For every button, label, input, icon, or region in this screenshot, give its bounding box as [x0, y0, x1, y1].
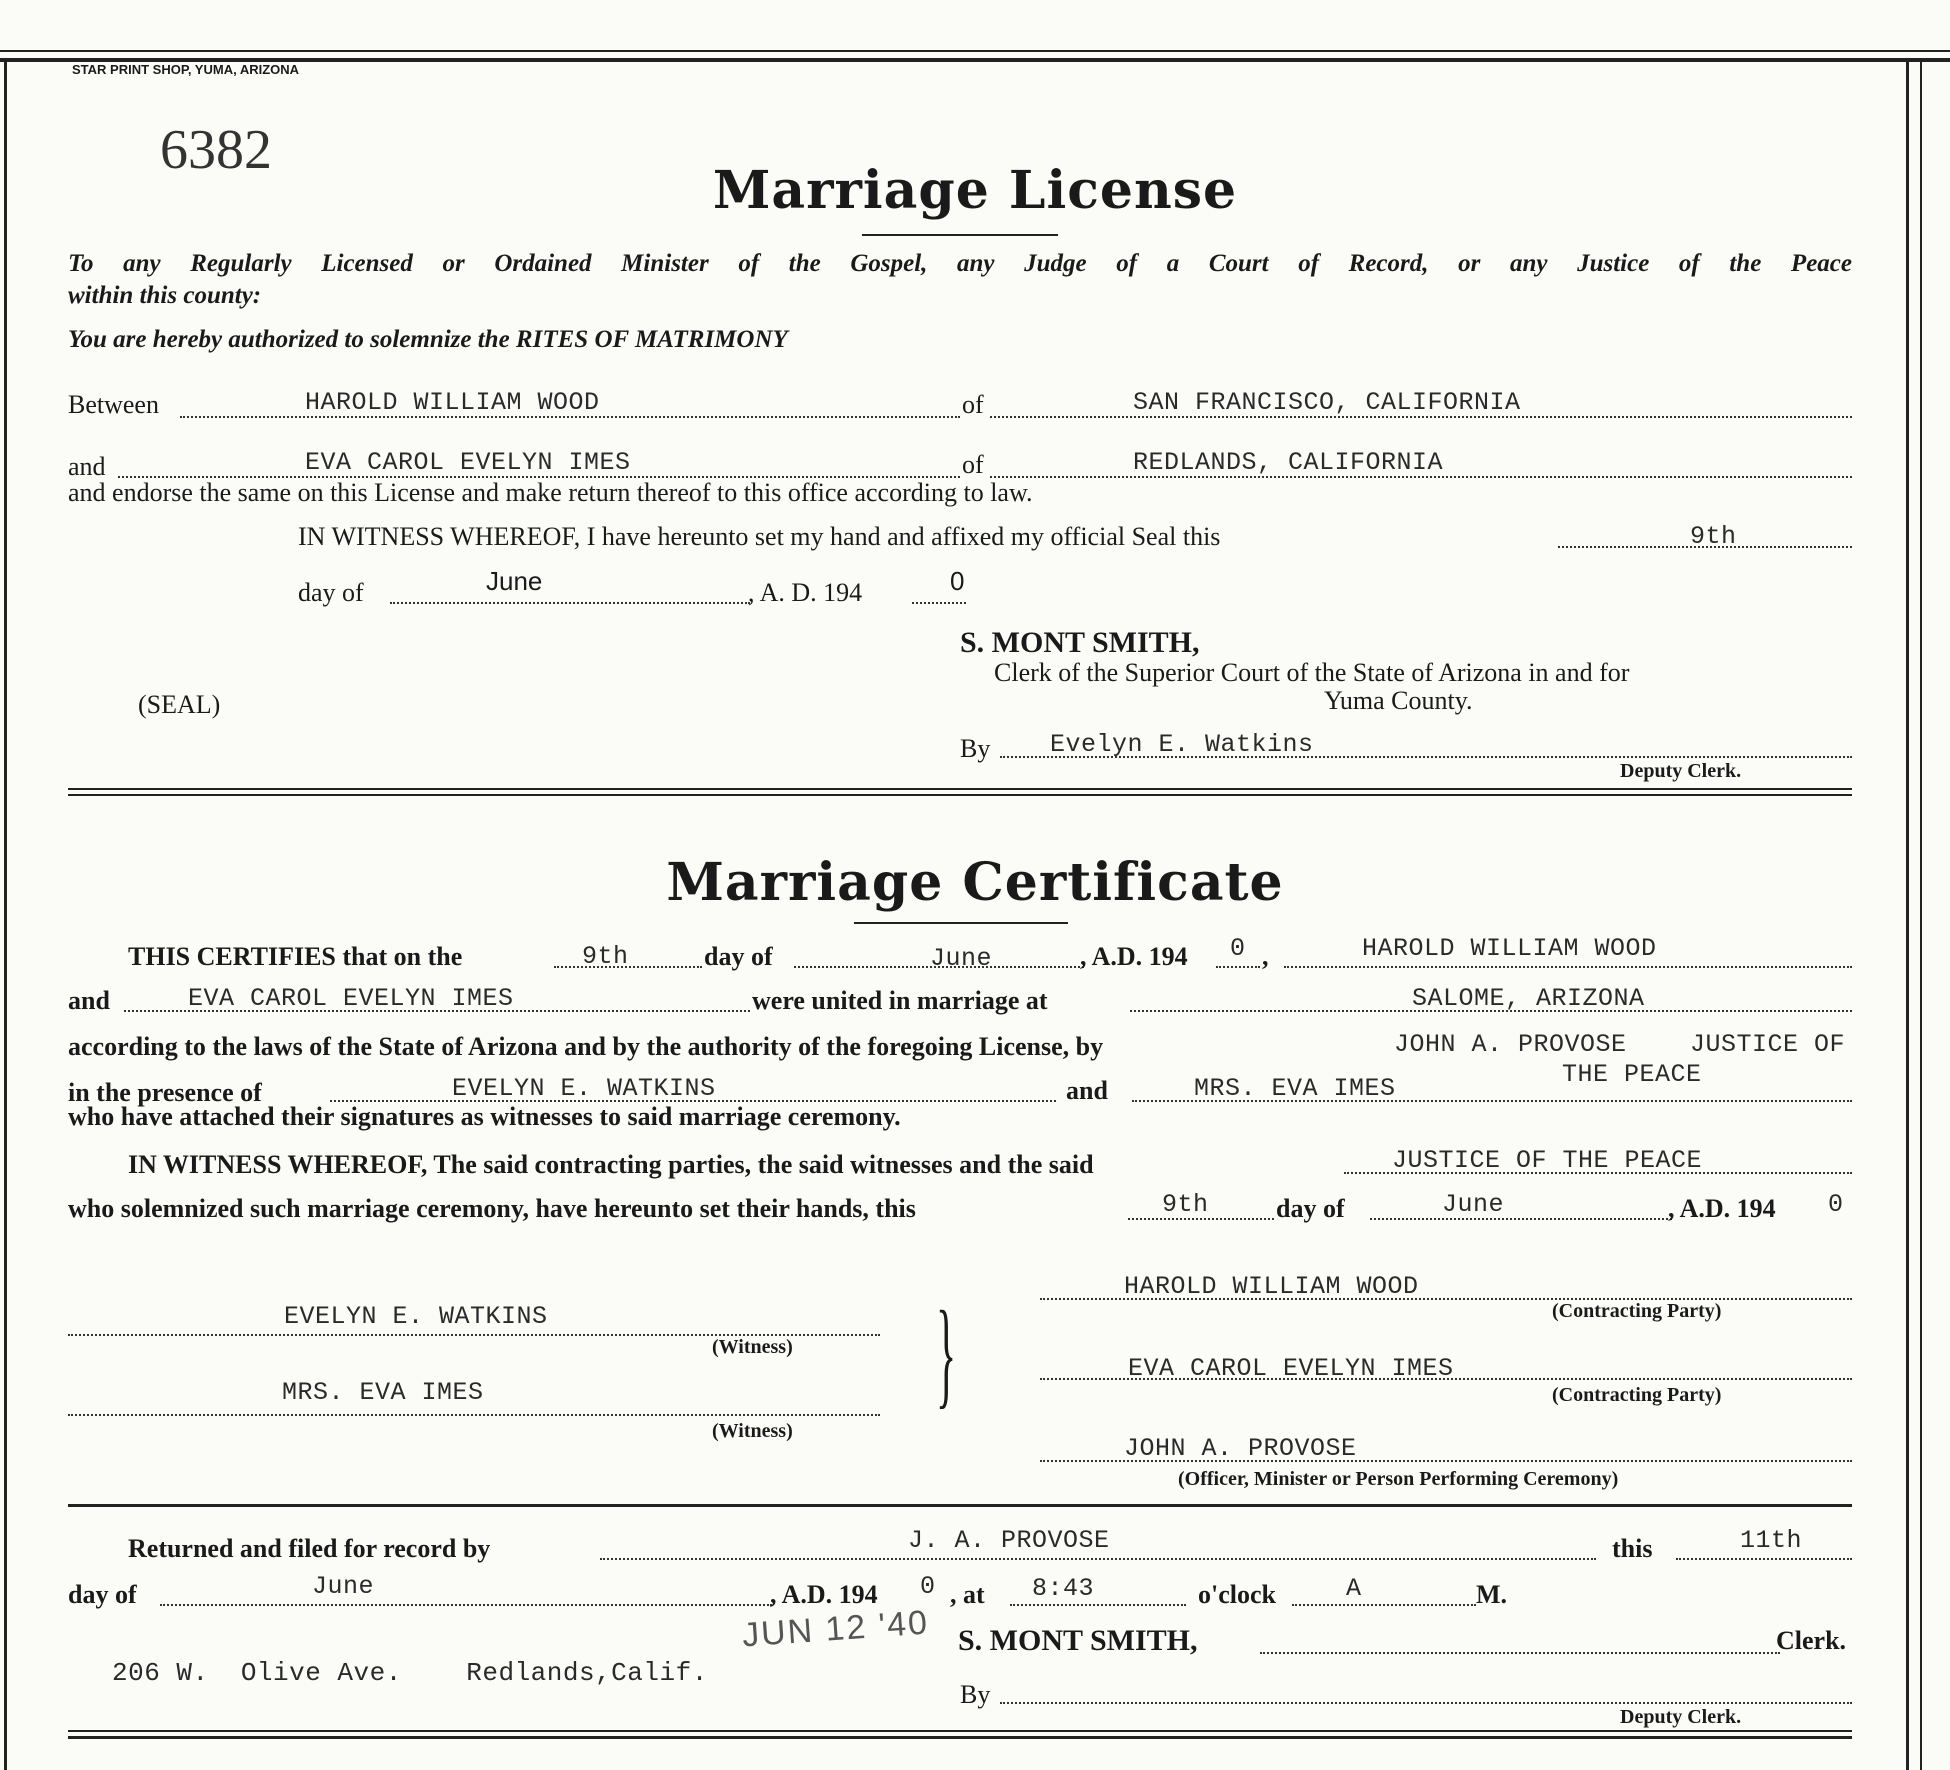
- cert-groom-name: HAROLD WILLIAM WOOD: [1362, 934, 1657, 963]
- license-authorized: You are hereby authorized to solemnize the RITES OF MATRIMONY: [68, 326, 788, 353]
- filing-this-label: this: [1612, 1534, 1653, 1563]
- filing-day: 11th: [1740, 1526, 1803, 1555]
- filing-clerk-line: [1260, 1652, 1780, 1654]
- license-address-line1: To any Regularly Licensed or Ordained Minister of the Gospel, any Judge of a Court of Record, or any Justice of the Peace: [68, 250, 1852, 277]
- license-clerk-name: S. MONT SMITH,: [960, 626, 1200, 659]
- filing-at: , at: [950, 1580, 985, 1609]
- cert-month: June: [930, 944, 993, 973]
- clerk-title-2: Yuma County.: [1324, 686, 1473, 715]
- witness1-label: (Witness): [712, 1336, 793, 1358]
- sig-party1: HAROLD WILLIAM WOOD: [1124, 1272, 1419, 1301]
- filing-by-line: [1000, 1702, 1852, 1704]
- filing-m-label: M.: [1476, 1580, 1508, 1609]
- cert-day-of: day of: [704, 942, 773, 971]
- license-day-of: day of: [298, 578, 364, 607]
- filed-by: J. A. PROVOSE: [908, 1526, 1110, 1555]
- party2-label: (Contracting Party): [1552, 1384, 1722, 1406]
- sig-party2: EVA CAROL EVELYN IMES: [1128, 1354, 1454, 1383]
- left-border: [4, 60, 7, 1770]
- witness2-sig-line: [68, 1414, 880, 1416]
- record-number: 6382: [160, 119, 272, 181]
- sign-year-digit: 0: [1828, 1190, 1844, 1219]
- officiant-title-2: THE PEACE: [1562, 1060, 1702, 1089]
- filing-day-line: [1676, 1558, 1852, 1560]
- cert-witness1: EVELYN E. WATKINS: [452, 1074, 716, 1103]
- cert-and-label: and: [68, 986, 110, 1015]
- clerk-title-1: Clerk of the Superior Court of the State of Arizona in and for: [994, 658, 1630, 687]
- certificate-title-rule: [854, 922, 1068, 924]
- marriage-place: SALOME, ARIZONA: [1412, 984, 1645, 1013]
- license-month-line: [390, 602, 750, 604]
- filing-time-line: [1010, 1604, 1186, 1606]
- officiant-title-1: JUSTICE OF: [1690, 1030, 1846, 1059]
- section-divider-2: [68, 1504, 1852, 1507]
- license-deputy-label: Deputy Clerk.: [1620, 760, 1742, 782]
- sign-ad: , A.D. 194: [1668, 1194, 1776, 1223]
- attached-text: who have attached their signatures as witnesses to said marriage ceremony.: [68, 1102, 901, 1131]
- cert-and2-label: and: [1066, 1076, 1108, 1105]
- license-groom-residence: SAN FRANCISCO, CALIFORNIA: [1133, 388, 1521, 417]
- filed-by-line: [600, 1558, 1596, 1560]
- right-border-outer: [1920, 60, 1922, 1770]
- license-bride-residence: REDLANDS, CALIFORNIA: [1133, 448, 1444, 477]
- sign-month-line: [1370, 1218, 1672, 1220]
- witness2-label: (Witness): [712, 1420, 793, 1442]
- license-witness-text: IN WITNESS WHEREOF, I have hereunto set my hand and affixed my official Seal this: [298, 522, 1221, 551]
- cert-witness-whereof: IN WITNESS WHEREOF, The said contracting parties, the said witnesses and the said: [128, 1150, 1094, 1179]
- filing-day-of: day of: [68, 1580, 137, 1609]
- sign-day: 9th: [1162, 1190, 1209, 1219]
- cert-officiant: JOHN A. PROVOSE: [1394, 1030, 1627, 1059]
- seal-label: (SEAL): [138, 690, 221, 719]
- license-year-line: [912, 602, 966, 604]
- top-border: [0, 50, 1950, 52]
- solemnized-text: who solemnized such marriage ceremony, have hereunto set their hands, this: [68, 1194, 916, 1223]
- cert-day: 9th: [582, 942, 629, 971]
- oclock-label: o'clock: [1198, 1580, 1276, 1609]
- sign-month: June: [1442, 1190, 1505, 1219]
- license-year-digit: 0: [950, 566, 965, 596]
- party1-label: (Contracting Party): [1552, 1300, 1722, 1322]
- officer-label: (Officer, Minister or Person Performing Ceremony): [1178, 1468, 1619, 1490]
- license-bride-name: EVA CAROL EVELYN IMES: [305, 448, 631, 477]
- and-label: and: [68, 452, 106, 481]
- filing-month-line: [160, 1604, 772, 1606]
- between-label: Between: [68, 390, 159, 419]
- cert-witness2: MRS. EVA IMES: [1194, 1074, 1396, 1103]
- certifies-label: THIS CERTIFIES that on the: [128, 942, 463, 971]
- license-groom-name: HAROLD WILLIAM WOOD: [305, 388, 600, 417]
- printer-imprint: STAR PRINT SHOP, YUMA, ARIZONA: [72, 62, 300, 77]
- license-month: June: [486, 566, 543, 596]
- cert-bride-name: EVA CAROL EVELYN IMES: [188, 984, 514, 1013]
- deputy-name: Evelyn E. Watkins: [1050, 730, 1314, 759]
- returned-label: Returned and filed for record by: [128, 1534, 491, 1563]
- bottom-divider-b: [68, 1736, 1852, 1739]
- certificate-title: Marriage Certificate: [666, 852, 1284, 913]
- filed-stamp: JUN 12 '40: [740, 1603, 931, 1655]
- sig-witness1: EVELYN E. WATKINS: [284, 1302, 548, 1331]
- section-divider-1: [68, 788, 1852, 790]
- filing-clerk-label: Clerk.: [1776, 1626, 1847, 1655]
- sign-day-of: day of: [1276, 1194, 1345, 1223]
- officiant-role: JUSTICE OF THE PEACE: [1392, 1146, 1703, 1175]
- sig-officer: JOHN A. PROVOSE: [1124, 1434, 1357, 1463]
- laws-text: according to the laws of the State of Arizona and by the authority of the foregoing License, by: [68, 1032, 1104, 1061]
- license-by-label: By: [960, 734, 991, 763]
- cert-year-line: [1216, 966, 1260, 968]
- of-label-1: of: [962, 390, 984, 419]
- filing-address: 206 W. Olive Ave. Redlands,Calif.: [112, 1658, 708, 1688]
- presence-label: in the presence of: [68, 1078, 262, 1107]
- brace: }: [936, 1286, 957, 1419]
- filing-year-digit: 0: [920, 1572, 936, 1601]
- cert-ad: , A.D. 194: [1080, 942, 1188, 971]
- filing-clerk-name: S. MONT SMITH,: [958, 1624, 1198, 1657]
- cert-year-digit: 0: [1230, 934, 1246, 963]
- filing-time: 8:43: [1032, 1574, 1095, 1603]
- filing-by-label: By: [960, 1680, 991, 1709]
- right-border: [1906, 60, 1909, 1770]
- section-divider-1b: [68, 794, 1852, 796]
- am-line: [1292, 1604, 1476, 1606]
- filing-am: A: [1346, 1574, 1362, 1603]
- filing-deputy-label: Deputy Clerk.: [1620, 1706, 1742, 1728]
- of-label-2: of: [962, 450, 984, 479]
- bottom-divider: [68, 1730, 1852, 1732]
- filing-ad: , A.D. 194: [770, 1580, 878, 1609]
- sig-witness2: MRS. EVA IMES: [282, 1378, 484, 1407]
- filing-month: June: [312, 1572, 375, 1601]
- license-ad: , A. D. 194: [748, 578, 863, 607]
- license-title-rule: [862, 234, 1058, 236]
- cert-groom-line: [1284, 966, 1852, 968]
- license-address-line2: within this county:: [68, 282, 262, 309]
- license-day: 9th: [1690, 522, 1737, 551]
- endorse-text: and endorse the same on this License and make return thereof to this office according to law.: [68, 478, 1033, 507]
- license-title: Marriage License: [712, 160, 1238, 221]
- united-label: were united in marriage at: [752, 986, 1048, 1015]
- cert-comma: ,: [1262, 942, 1269, 971]
